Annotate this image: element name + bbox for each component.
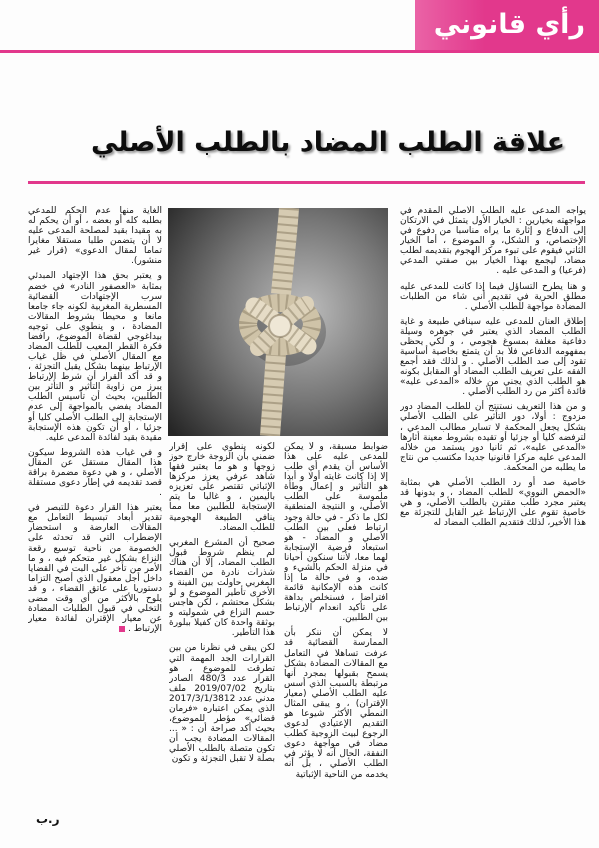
rope-top	[281, 208, 289, 294]
section-banner	[415, 0, 599, 50]
paragraph: لكن يبقى في نظرنا من بين القرارات الجد المهمة التي تطرقت للموضوع ، هو القرار عدد 480/3 الصادر بتاريخ 2019/07/02 ملف مدني عدد 2017/3/1/3812 الذي يمكن اعتباره «فرمان قضائي» مؤطر للموضوع، بحيث أكد صراحة أن : « ... المقالات المضادة يجب أن تكون متصلة بالطلب الأصلي بصلة لا تقبل التجزئة و تكون	[169, 643, 275, 765]
column-middle-right	[284, 442, 388, 804]
section-label: رأي قانوني	[433, 9, 585, 40]
article-photo	[168, 208, 388, 436]
paragraph: لكونه ينطوي على إقرار ضمني بأن الزوجة خارج حوز زوجها و هو ما يعتبر فقها شاهد عرفي يعزز مركزها الإثباتي تقتصر على تعزيزه باليمين ، و غالبا ما يتم الإستجابة للطلبين معا مما ينافي الطبيعة الهجومية للطلب المضاد.	[169, 442, 275, 533]
square-icon	[119, 626, 125, 632]
paragraph: إطلاق العنان للمدعى عليه سينافي طبيعة و غاية الطلب المضاد الذي يعتبر في جوهره وسيلة دفاعية مغلفة بمسوغ هجومي ، و لكي يحظى بمفهومه الدفاعي فلا بد أن يتمتع بخاصية أساسية تقود إلى صد الطلب الأصلي . و لذلك فقد أجمع الفقه على تعريف الطلب المضاد أو المقابل بكونه هو الطلب الذي يجني من خلاله «المدعى عليه» فائدة أكثر من رد الطلب الأصلي .	[400, 316, 586, 398]
author-initials: ر.ب	[36, 812, 60, 826]
rope-bottom	[270, 354, 276, 436]
column-middle-left	[169, 442, 275, 804]
paragraph: لا يمكن أن ننكر بأن الممارسة القضائية قد عرفت تساهلا في التعامل مع المقالات المضادة بشكل يسمح بقبولها بمجرد أنها مرتبطة بالسبب الذي أسس عليه الطلب الأصلي (معيار الإقتران) ، و يبقى المثال النمطي الأكثر شيوعا هو التقديم الإعتيادي لدعوى الرجوع لبيت الزوجية كطلب مضاد في مواجهة دعوى النفقة، الحال أنه لا يؤثر في الطلب الأصلي ، بل أنه يخدمه من الناحية الإثباتية	[284, 628, 388, 780]
column-right	[400, 206, 586, 804]
paragraph-final	[28, 503, 162, 634]
paragraph: ضوابط مسبقة، و لا يمكن للمدعى عليه على هذا الأساس أن يقدم أي طلب إلا إذا كانت غايته أولا و أبدا هو التأثير و إعمال وطأة ملموسة على الطلب الأصلي، و النتيجة المنطقية لكل ما ذكر - في حالة وجود ارتباط فعلي بين الطلب الأصلي و المضاد - هو استبعاد فرضية الإستجابة لهما معا، لأننا سنكون أحيانا في منزلة الحكم بالشيء و ضده، و في حالة ما إذا كانت هذه الإمكانية قائمة افتراضا ، فسنخلص بداهة على تأكيد انعدام الإرتباط بين الطلبين.	[284, 442, 388, 624]
paragraph: و هنا يطرح التساؤل فيما إذا كانت للمدعى عليه مطلق الحرية في تقديم أنى شاء من الطلبات المضادة مواجهة للطلب الأصلي .	[400, 281, 586, 312]
paragraph: و في غياب هذه الشروط سيكون هذا المقال مستقل عن المقال الأصلي ، و هي دعوة مضمرة براقة قصد تقديمه في إطار دعوى مستقلة .	[28, 447, 162, 499]
top-divider	[0, 50, 599, 53]
paragraph: و يعتبر بحق هذا الإجتهاد المبدئي بمثابة «العصفور النادر» في خضم سرب الإجتهادات القضائية المسطرية المغربية لكونه جاء جامعا مانعا و محيطا بشروط المقالات المضادة ، و ينطوي على توجيه بيداغوجي لقضاة الموضوع، رافضا فكرة القطر المعيب للطلب المضاد مع المقال الأصلي في ظل غياب الإرتباط بينهما بشكل يقبل التجزئة ، و قد أكد القرار أن شرط الإرتباط يبرز من زاوية التأثير و التأثر بين الطلبين، بحيث أن تأسيس الطلب المضاد يفضي بالمواجهة إلى عدم الإستجابة إلى الطلب الأصلي كليا أو جزئيا ، أو أن تكون هذه الإستجابة مقيدة بقيد لفائدة المدعى عليه.	[28, 271, 162, 443]
paragraph: خاصية صد أو رد الطلب الأصلي هي بمثابة «الحمض النووي» للطلب المضاد ، و بدونها قد يعتبر مجرد طلب مقترن بالطلب الأصلي، و هي خاصية تقوم على الإرتباط غير القابل للتجزئة مع هذا الأخير، لذلك فتقديم الطلب المضاد له	[400, 477, 586, 529]
paragraph: يواجه المدعى عليه الطلب الأصلي المقدم في مواجهته بخيارين : الخيار الأول يتمثل في الارتكان إلى الدفاع و إثارة ما يراه مناسبا من دفوع في الإختصاص، و الشكل، و الموضوع ، أما الخيار الثاني فيقوم على تبوء مركز الهجوم بتقديمه لطلب مضاد، ليجمع بهذا الخيار بين صفتي المدعي (فرعيا) و المدعى عليه .	[400, 206, 586, 277]
rope-knot-image	[168, 208, 388, 436]
column-left	[28, 206, 162, 804]
paragraph-final-text: يعتبر هذا القرار دعوة للتبصر في تقدير أبعاد تبسيط التعامل مع المقالات العارضة و استحضار الإضطراب التي قد تحدثه على الخصومة من ناحية توسيع رقعة النزاع بشكل غير متحكم فيه ، و ما الأمر من تأخر على البت في القضايا داخل أجل معقول الذي أصبح التزاما دستوريا على عاتق القضاء ، و قد يلوح بالأكثر من أي وقت مضى التخلي في قبول الطلبات المضادة عن معيار الإقتران لفائدة معيار الإرتباط .	[28, 503, 162, 635]
paragraph: صحيح أن المشرع المغربي لم ينظم شروط قبول الطلب المضاد، إلا أن هناك شذرات نادرة من القضاء المغربي حاولت بين الفينة و الأخرى تأطير الموضوع و لو بشكل محتشم ، لكن هاجس حسم النزاع في شموليته و بوثقة واحدة كان كفيلا ببلورة هذا التأطير.	[169, 537, 275, 639]
headline-divider	[28, 181, 585, 184]
paragraph: و من هذا التعريف نستنتج أن للطلب المضاد دور مزدوج : أولا، دور التأثير على الطلب الأصلي بشكل يجعل المحكمة لا تساير مطالب المدعي ، لترفضه كليا أو جزئيا أو تقيده بشروط معينة أثارها «المدعى عليه»، ثم ثانيا دور يستمد من خلاله المدعى عليه مركزا قانونيا جديدا مكتسب من نتاج ما يطلبه من المحكمة.	[400, 402, 586, 473]
paragraph: الغاية منها عدم الحكم للمدعي بطلبه كله أو بعضه ، أو أن يحكم له به مقيدا بقيد لمصلحة المدعى عليه لا أن يتضمن طلبا مستقلا مغايرا تماما لمقال الدعوى» (قرار غير منشور).	[28, 206, 162, 267]
article-headline: علاقة الطلب المضاد بالطلب الأصلي	[90, 127, 566, 159]
